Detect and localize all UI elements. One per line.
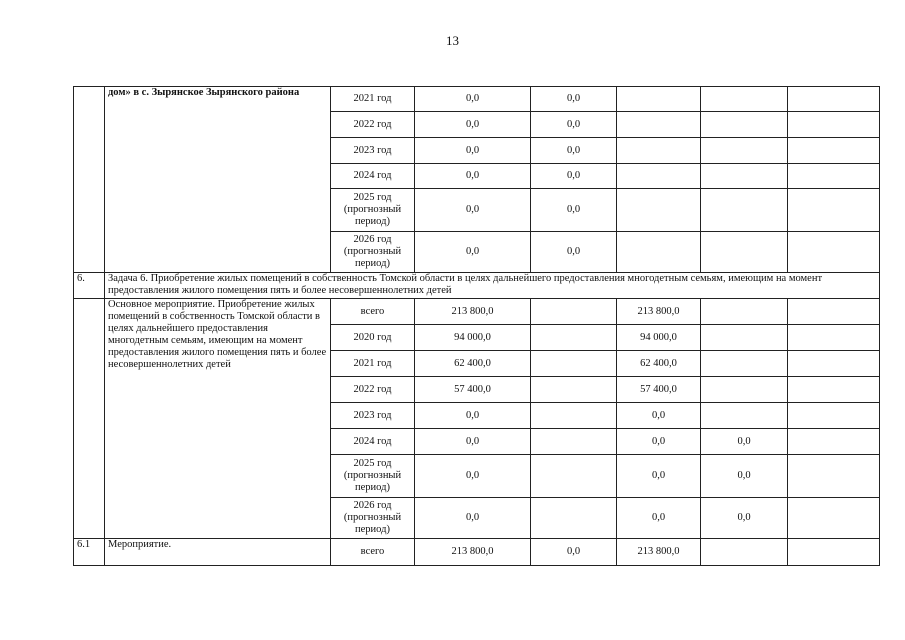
value-cell: 0,0 [531,232,617,273]
year-cell: 2021 год [331,351,415,377]
value-cell [531,455,617,498]
value-cell: 213 800,0 [617,299,701,325]
year-cell: 2022 год [331,112,415,138]
value-cell [788,112,880,138]
value-cell: 0,0 [701,429,788,455]
year-cell: 2024 год [331,429,415,455]
value-cell: 0,0 [415,164,531,189]
value-cell [701,138,788,164]
event-number: 6.1 [74,539,105,566]
year-cell: всего [331,539,415,566]
value-cell [788,299,880,325]
value-cell [788,351,880,377]
value-cell: 94 000,0 [415,325,531,351]
value-cell: 0,0 [415,138,531,164]
value-cell: 0,0 [531,87,617,112]
table-row [74,299,880,325]
value-cell [617,164,701,189]
value-cell [788,429,880,455]
value-cell [531,377,617,403]
value-cell [788,377,880,403]
value-cell: 0,0 [415,87,531,112]
value-cell: 0,0 [415,498,531,539]
value-cell [531,429,617,455]
year-cell: 2023 год [331,403,415,429]
year-cell: 2020 год [331,325,415,351]
value-cell: 62 400,0 [415,351,531,377]
value-cell [788,138,880,164]
value-cell: 0,0 [415,429,531,455]
row-number-cell [74,299,105,539]
value-cell [788,189,880,232]
value-cell [788,539,880,566]
value-cell [701,377,788,403]
value-cell [701,87,788,112]
year-cell: 2026 год (прогнозный период) [331,498,415,539]
value-cell [617,189,701,232]
year-cell: 2025 год (прогнозный период) [331,455,415,498]
value-cell [701,232,788,273]
value-cell: 0,0 [617,403,701,429]
table-row [74,539,880,566]
value-cell [701,403,788,429]
row-number-cell [74,87,105,273]
value-cell [701,325,788,351]
event-description: дом» в с. Зырянское Зырянского района [105,87,331,273]
event-description: Мероприятие. [105,539,331,566]
value-cell [701,539,788,566]
value-cell [701,299,788,325]
value-cell [617,87,701,112]
value-cell: 0,0 [415,403,531,429]
value-cell: 0,0 [531,138,617,164]
value-cell [531,299,617,325]
value-cell [531,351,617,377]
value-cell [701,189,788,232]
value-cell: 0,0 [415,232,531,273]
value-cell: 0,0 [415,112,531,138]
value-cell [701,112,788,138]
value-cell [788,164,880,189]
value-cell [617,112,701,138]
value-cell: 0,0 [415,189,531,232]
value-cell: 0,0 [531,112,617,138]
value-cell: 213 800,0 [415,539,531,566]
value-cell [788,325,880,351]
value-cell: 0,0 [617,429,701,455]
value-cell: 0,0 [701,498,788,539]
value-cell [701,351,788,377]
value-cell: 0,0 [531,164,617,189]
page-number: 13 [446,33,459,48]
value-cell [788,87,880,112]
value-cell: 0,0 [701,455,788,498]
value-cell: 57 400,0 [617,377,701,403]
value-cell [531,403,617,429]
value-cell: 0,0 [617,498,701,539]
value-cell: 0,0 [415,455,531,498]
value-cell [617,138,701,164]
value-cell [701,164,788,189]
task-row [74,273,880,299]
event-description: Основное мероприятие. Приобретение жилых помещений в собственность Томской области в целях дальнейшего предоставления многодетным семьям, имеющим на момент предоставления жилого помещения пять и более несовершеннолетних детей [105,299,331,539]
year-cell: 2021 год [331,87,415,112]
value-cell: 213 800,0 [415,299,531,325]
year-cell: 2024 год [331,164,415,189]
task-text: Задача 6. Приобретение жилых помещений в собственность Томской области в целях дальнейшего предоставления многодетным семьям, имеющим на момент предоставления жилого помещения пять и более несовершеннолетних детей [105,273,880,299]
year-cell: 2022 год [331,377,415,403]
budget-table [73,86,880,566]
value-cell: 62 400,0 [617,351,701,377]
year-cell: 2023 год [331,138,415,164]
value-cell: 57 400,0 [415,377,531,403]
value-cell [788,455,880,498]
value-cell: 94 000,0 [617,325,701,351]
value-cell: 0,0 [617,455,701,498]
value-cell [531,325,617,351]
value-cell [788,403,880,429]
value-cell: 213 800,0 [617,539,701,566]
value-cell [617,232,701,273]
year-cell: 2025 год (прогнозный период) [331,189,415,232]
value-cell: 0,0 [531,539,617,566]
year-cell: 2026 год (прогнозный период) [331,232,415,273]
table-row [74,87,880,112]
value-cell: 0,0 [531,189,617,232]
value-cell [788,232,880,273]
value-cell [788,498,880,539]
year-cell: всего [331,299,415,325]
task-number: 6. [74,273,105,299]
value-cell [531,498,617,539]
